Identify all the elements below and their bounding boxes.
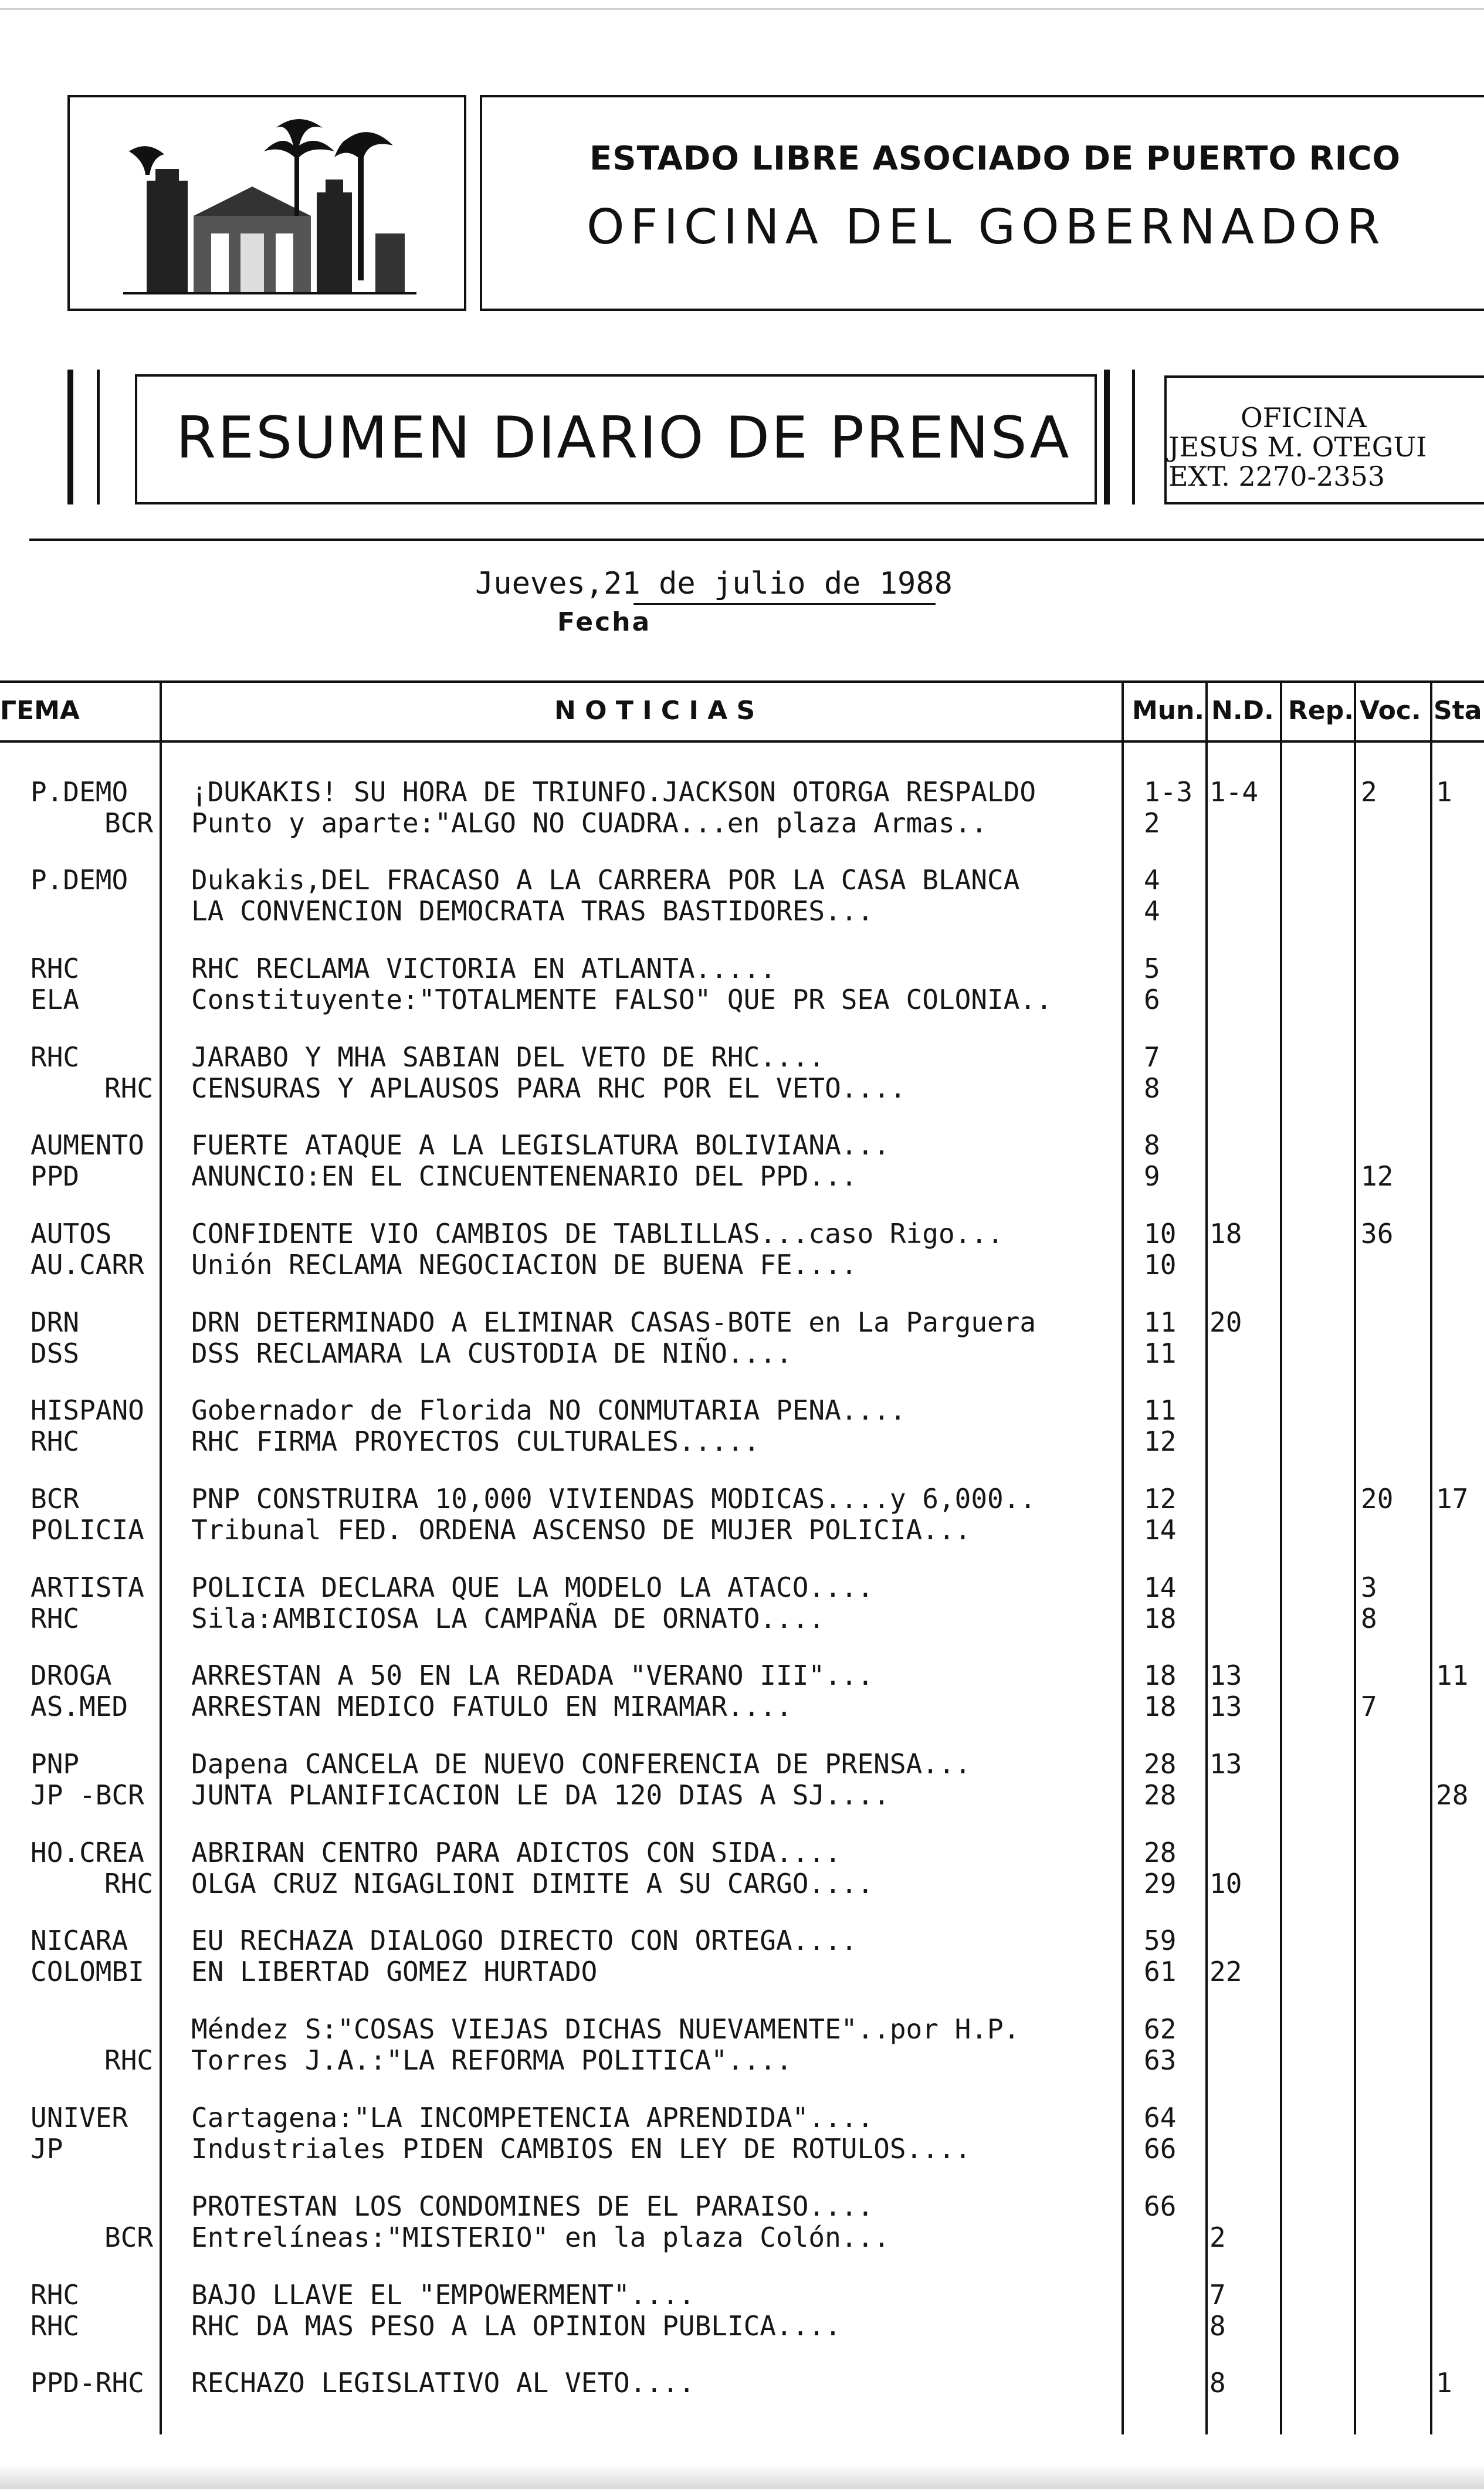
column-header-sta: Sta bbox=[1434, 696, 1482, 726]
contact-office: OFICINA bbox=[1241, 402, 1367, 434]
cell-tema: POLICIA bbox=[31, 1514, 144, 1546]
cell-tema: RHC bbox=[31, 953, 80, 984]
cell-tema: NICARA bbox=[31, 1925, 128, 1956]
cell-mun: 9 bbox=[1144, 1160, 1160, 1192]
cell-mun: 14 bbox=[1144, 1514, 1177, 1546]
table-row bbox=[0, 951, 1484, 986]
cell-nd: 1-4 bbox=[1209, 776, 1259, 808]
cell-mun: 11 bbox=[1144, 1337, 1177, 1369]
table-row bbox=[0, 1570, 1484, 1605]
table-row bbox=[0, 2365, 1484, 2400]
cell-news: EN LIBERTAD GOMEZ HURTADO bbox=[191, 1956, 598, 1987]
column-header-nd: N.D. bbox=[1211, 696, 1274, 726]
cell-tema: BCR bbox=[104, 2222, 154, 2253]
column-divider-rep bbox=[1354, 680, 1356, 2434]
cell-mun: 8 bbox=[1144, 1072, 1160, 1104]
cell-tema: HISPANO bbox=[31, 1394, 144, 1426]
column-header-voc: Voc. bbox=[1360, 696, 1421, 726]
cell-tema: RHC bbox=[31, 1041, 80, 1073]
cell-mun: 11 bbox=[1144, 1394, 1177, 1426]
table-row bbox=[0, 1866, 1484, 1901]
cell-nd: 20 bbox=[1209, 1306, 1242, 1338]
cell-nd: 2 bbox=[1209, 2222, 1226, 2253]
cell-news: ¡DUKAKIS! SU HORA DE TRIUNFO.JACKSON OTORGA RESPALDO bbox=[191, 776, 1036, 808]
cell-nd: 18 bbox=[1209, 1218, 1242, 1249]
cell-tema: RHC bbox=[31, 2279, 80, 2311]
cell-news: PROTESTAN LOS CONDOMINES DE EL PARAISO.... bbox=[191, 2190, 874, 2222]
cell-voc: 8 bbox=[1361, 1603, 1377, 1634]
cell-mun: 28 bbox=[1144, 1837, 1177, 1868]
cell-news: DSS RECLAMARA LA CUSTODIA DE NIÑO.... bbox=[191, 1337, 792, 1369]
cell-tema: COLOMBI bbox=[31, 1956, 144, 1987]
cell-tema: ARTISTA bbox=[31, 1572, 144, 1603]
cell-news: JUNTA PLANIFICACION LE DA 120 DIAS A SJ.... bbox=[191, 1779, 890, 1811]
table-row bbox=[0, 1689, 1484, 1724]
cell-voc: 12 bbox=[1361, 1160, 1394, 1192]
contact-name: JESUS M. OTEGUI bbox=[1168, 431, 1427, 463]
title-bar-right bbox=[1104, 370, 1110, 504]
cell-news: Dapena CANCELA DE NUEVO CONFERENCIA DE PRENSA... bbox=[191, 1748, 971, 1780]
cell-mun: 10 bbox=[1144, 1249, 1177, 1281]
table-row bbox=[0, 2131, 1484, 2166]
cell-tema: JP bbox=[31, 2133, 63, 2165]
cell-mun: 12 bbox=[1144, 1483, 1177, 1515]
cell-news: Entrelíneas:"MISTERIO" en la plaza Colón... bbox=[191, 2222, 890, 2253]
cell-tema: P.DEMO bbox=[31, 776, 128, 808]
table-row bbox=[0, 1305, 1484, 1340]
cell-mun: 5 bbox=[1144, 953, 1160, 984]
cell-mun: 62 bbox=[1144, 2013, 1177, 2045]
cell-tema: RHC bbox=[104, 1072, 154, 1104]
cell-news: Punto y aparte:"ALGO NO CUADRA...en plaza Armas.. bbox=[191, 807, 988, 839]
report-title: RESUMEN DIARIO DE PRENSA bbox=[176, 405, 1071, 472]
table-row bbox=[0, 1127, 1484, 1163]
table-row bbox=[0, 1923, 1484, 1958]
cell-news: DRN DETERMINADO A ELIMINAR CASAS-BOTE en La Parguera bbox=[191, 1306, 1036, 1338]
table-row bbox=[0, 1071, 1484, 1106]
title-bar-left-2 bbox=[97, 370, 100, 504]
column-divider-nd bbox=[1280, 680, 1282, 2434]
cell-voc: 7 bbox=[1361, 1691, 1377, 1722]
cell-tema: PNP bbox=[31, 1748, 80, 1780]
date-underline bbox=[633, 603, 936, 605]
cell-mun: 61 bbox=[1144, 1956, 1177, 1987]
cell-sta: 11 bbox=[1436, 1660, 1469, 1691]
cell-tema: DRN bbox=[31, 1306, 80, 1338]
cell-news: Sila:AMBICIOSA LA CAMPAÑA DE ORNATO.... bbox=[191, 1603, 825, 1634]
table-row bbox=[0, 1777, 1484, 1813]
contact-extension: EXT. 2270-2353 bbox=[1168, 460, 1385, 492]
cell-mun: 59 bbox=[1144, 1925, 1177, 1956]
table-row bbox=[0, 2277, 1484, 2312]
cell-mun: 18 bbox=[1144, 1603, 1177, 1634]
column-header-mun: Mun. bbox=[1132, 696, 1205, 726]
table-row bbox=[0, 805, 1484, 841]
table-row bbox=[0, 1835, 1484, 1870]
cell-mun: 10 bbox=[1144, 1218, 1177, 1249]
cell-mun: 63 bbox=[1144, 2044, 1177, 2076]
cell-tema: AUTOS bbox=[31, 1218, 112, 1249]
cell-news: RHC RECLAMA VICTORIA EN ATLANTA..... bbox=[191, 953, 776, 984]
cell-voc: 20 bbox=[1361, 1483, 1394, 1515]
state-name: ESTADO LIBRE ASOCIADO DE PUERTO RICO bbox=[589, 140, 1401, 178]
column-divider-noticias bbox=[1122, 680, 1124, 2434]
cell-mun: 29 bbox=[1144, 1868, 1177, 1899]
table-row bbox=[0, 1159, 1484, 1194]
cell-mun: 18 bbox=[1144, 1660, 1177, 1691]
table-row bbox=[0, 2100, 1484, 2135]
cell-news: PNP CONSTRUIRA 10,000 VIVIENDAS MODICAS....y 6,000.. bbox=[191, 1483, 1036, 1515]
title-bar-right-2 bbox=[1132, 370, 1135, 504]
cell-news: Gobernador de Florida NO CONMUTARIA PENA.... bbox=[191, 1394, 906, 1426]
cell-mun: 14 bbox=[1144, 1572, 1177, 1603]
table-row bbox=[0, 1601, 1484, 1636]
cell-nd: 13 bbox=[1209, 1660, 1242, 1691]
table-row bbox=[0, 1954, 1484, 1989]
cell-voc: 3 bbox=[1361, 1572, 1377, 1603]
cell-news: Unión RECLAMA NEGOCIACION DE BUENA FE.... bbox=[191, 1249, 858, 1281]
cell-news: Constituyente:"TOTALMENTE FALSO" QUE PR SEA COLONIA.. bbox=[191, 984, 1052, 1015]
cell-news: ABRIRAN CENTRO PARA ADICTOS CON SIDA.... bbox=[191, 1837, 841, 1868]
cell-mun: 4 bbox=[1144, 895, 1160, 927]
cell-nd: 10 bbox=[1209, 1868, 1242, 1899]
cell-tema: AS.MED bbox=[31, 1691, 128, 1722]
table-row bbox=[0, 1393, 1484, 1428]
cell-tema: RHC bbox=[31, 1425, 80, 1457]
cell-nd: 13 bbox=[1209, 1691, 1242, 1722]
cell-news: CENSURAS Y APLAUSOS PARA RHC POR EL VETO.... bbox=[191, 1072, 906, 1104]
table-row bbox=[0, 1512, 1484, 1547]
cell-tema: RHC bbox=[31, 2310, 80, 2342]
cell-mun: 1-3 bbox=[1144, 776, 1193, 808]
cell-mun: 28 bbox=[1144, 1748, 1177, 1780]
table-row bbox=[0, 1336, 1484, 1371]
cell-news: CONFIDENTE VIO CAMBIOS DE TABLILLAS...caso Rigo... bbox=[191, 1218, 1004, 1249]
cell-news: Industriales PIDEN CAMBIOS EN LEY DE ROTULOS.... bbox=[191, 2133, 971, 2165]
cell-news: LA CONVENCION DEMOCRATA TRAS BASTIDORES... bbox=[191, 895, 874, 927]
cell-sta: 1 bbox=[1436, 776, 1452, 808]
cell-mun: 66 bbox=[1144, 2190, 1177, 2222]
cell-news: ANUNCIO:EN EL CINCUENTENENARIO DEL PPD... bbox=[191, 1160, 858, 1192]
cell-nd: 8 bbox=[1209, 2367, 1226, 2399]
table-row bbox=[0, 1216, 1484, 1251]
cell-tema: RHC bbox=[31, 1603, 80, 1634]
top-edge-line bbox=[0, 8, 1484, 10]
table-row bbox=[0, 1247, 1484, 1282]
column-header-noticias: N O T I C I A S bbox=[554, 696, 755, 726]
table-row bbox=[0, 862, 1484, 898]
cell-news: POLICIA DECLARA QUE LA MODELO LA ATACO.... bbox=[191, 1572, 874, 1603]
fortaleza-logo bbox=[123, 104, 416, 304]
report-date: Jueves,21 de julio de 1988 bbox=[475, 566, 953, 601]
table-row bbox=[0, 2308, 1484, 2344]
cell-voc: 36 bbox=[1361, 1218, 1394, 1249]
table-row bbox=[0, 893, 1484, 929]
scan-bottom-edge bbox=[0, 2464, 1484, 2489]
cell-news: FUERTE ATAQUE A LA LEGISLATURA BOLIVIANA... bbox=[191, 1129, 890, 1161]
cell-news: Tribunal FED. ORDENA ASCENSO DE MUJER POLICIA... bbox=[191, 1514, 971, 1546]
cell-tema: AU.CARR bbox=[31, 1249, 144, 1281]
table-row bbox=[0, 2043, 1484, 2078]
cell-news: Méndez S:"COSAS VIEJAS DICHAS NUEVAMENTE"..por H.P. bbox=[191, 2013, 1020, 2045]
title-bar-left bbox=[67, 370, 73, 504]
cell-news: Dukakis,DEL FRACASO A LA CARRERA POR LA CASA BLANCA bbox=[191, 864, 1020, 896]
cell-mun: 11 bbox=[1144, 1306, 1177, 1338]
cell-mun: 4 bbox=[1144, 864, 1160, 896]
table-row bbox=[0, 1039, 1484, 1075]
table-row bbox=[0, 982, 1484, 1017]
table-row bbox=[0, 1481, 1484, 1516]
cell-sta: 17 bbox=[1436, 1483, 1469, 1515]
column-divider-tema bbox=[160, 680, 162, 2434]
cell-tema: AUMENTO bbox=[31, 1129, 144, 1161]
cell-tema: DSS bbox=[31, 1337, 80, 1369]
cell-news: EU RECHAZA DIALOGO DIRECTO CON ORTEGA.... bbox=[191, 1925, 858, 1956]
table-row bbox=[0, 2011, 1484, 2047]
office-name: OFICINA DEL GOBERNADOR bbox=[587, 199, 1386, 255]
table-header-top-rule bbox=[0, 680, 1484, 683]
table-header-bottom-rule bbox=[0, 740, 1484, 743]
cell-mun: 6 bbox=[1144, 984, 1160, 1015]
cell-tema: DROGA bbox=[31, 1660, 112, 1691]
cell-news: JARABO Y MHA SABIAN DEL VETO DE RHC.... bbox=[191, 1041, 825, 1073]
cell-tema: P.DEMO bbox=[31, 864, 128, 896]
cell-tema: BCR bbox=[31, 1483, 80, 1515]
cell-news: RECHAZO LEGISLATIVO AL VETO.... bbox=[191, 2367, 695, 2399]
cell-tema: HO.CREA bbox=[31, 1837, 144, 1868]
cell-mun: 28 bbox=[1144, 1779, 1177, 1811]
cell-news: RHC DA MAS PESO A LA OPINION PUBLICA.... bbox=[191, 2310, 841, 2342]
column-divider-voc bbox=[1430, 680, 1432, 2434]
cell-nd: 7 bbox=[1209, 2279, 1226, 2311]
cell-news: Cartagena:"LA INCOMPETENCIA APRENDIDA".... bbox=[191, 2102, 874, 2134]
cell-tema: PPD bbox=[31, 1160, 80, 1192]
cell-tema: RHC bbox=[104, 2044, 154, 2076]
cell-mun: 12 bbox=[1144, 1425, 1177, 1457]
cell-sta: 28 bbox=[1436, 1779, 1469, 1811]
cell-nd: 8 bbox=[1209, 2310, 1226, 2342]
cell-mun: 8 bbox=[1144, 1129, 1160, 1161]
cell-mun: 7 bbox=[1144, 1041, 1160, 1073]
cell-voc: 2 bbox=[1361, 776, 1377, 808]
table-row bbox=[0, 774, 1484, 810]
cell-tema: ELA bbox=[31, 984, 80, 1015]
header-divider bbox=[29, 539, 1484, 541]
cell-news: BAJO LLAVE EL "EMPOWERMENT".... bbox=[191, 2279, 695, 2311]
table-row bbox=[0, 2220, 1484, 2255]
cell-mun: 18 bbox=[1144, 1691, 1177, 1722]
cell-tema: PPD-RHC bbox=[31, 2367, 144, 2399]
cell-news: OLGA CRUZ NIGAGLIONI DIMITE A SU CARGO.... bbox=[191, 1868, 874, 1899]
cell-tema: RHC bbox=[104, 1868, 154, 1899]
table-row bbox=[0, 1746, 1484, 1782]
table-row bbox=[0, 1658, 1484, 1693]
cell-news: ARRESTAN A 50 EN LA REDADA "VERANO III"... bbox=[191, 1660, 874, 1691]
cell-sta: 1 bbox=[1436, 2367, 1452, 2399]
column-divider-mun bbox=[1205, 680, 1208, 2434]
cell-news: RHC FIRMA PROYECTOS CULTURALES..... bbox=[191, 1425, 760, 1457]
cell-mun: 2 bbox=[1144, 807, 1160, 839]
column-header-tema: ΓEMA bbox=[0, 696, 80, 726]
cell-tema: BCR bbox=[104, 807, 154, 839]
table-row bbox=[0, 2189, 1484, 2224]
cell-news: Torres J.A.:"LA REFORMA POLITICA".... bbox=[191, 2044, 792, 2076]
table-row bbox=[0, 1424, 1484, 1459]
cell-tema: UNIVER bbox=[31, 2102, 128, 2134]
cell-nd: 22 bbox=[1209, 1956, 1242, 1987]
cell-nd: 13 bbox=[1209, 1748, 1242, 1780]
cell-news: ARRESTAN MEDICO FATULO EN MIRAMAR.... bbox=[191, 1691, 792, 1722]
cell-mun: 66 bbox=[1144, 2133, 1177, 2165]
cell-tema: JP -BCR bbox=[31, 1779, 144, 1811]
column-header-rep: Rep. bbox=[1288, 696, 1354, 726]
cell-mun: 64 bbox=[1144, 2102, 1177, 2134]
date-label: Fecha bbox=[557, 607, 652, 637]
